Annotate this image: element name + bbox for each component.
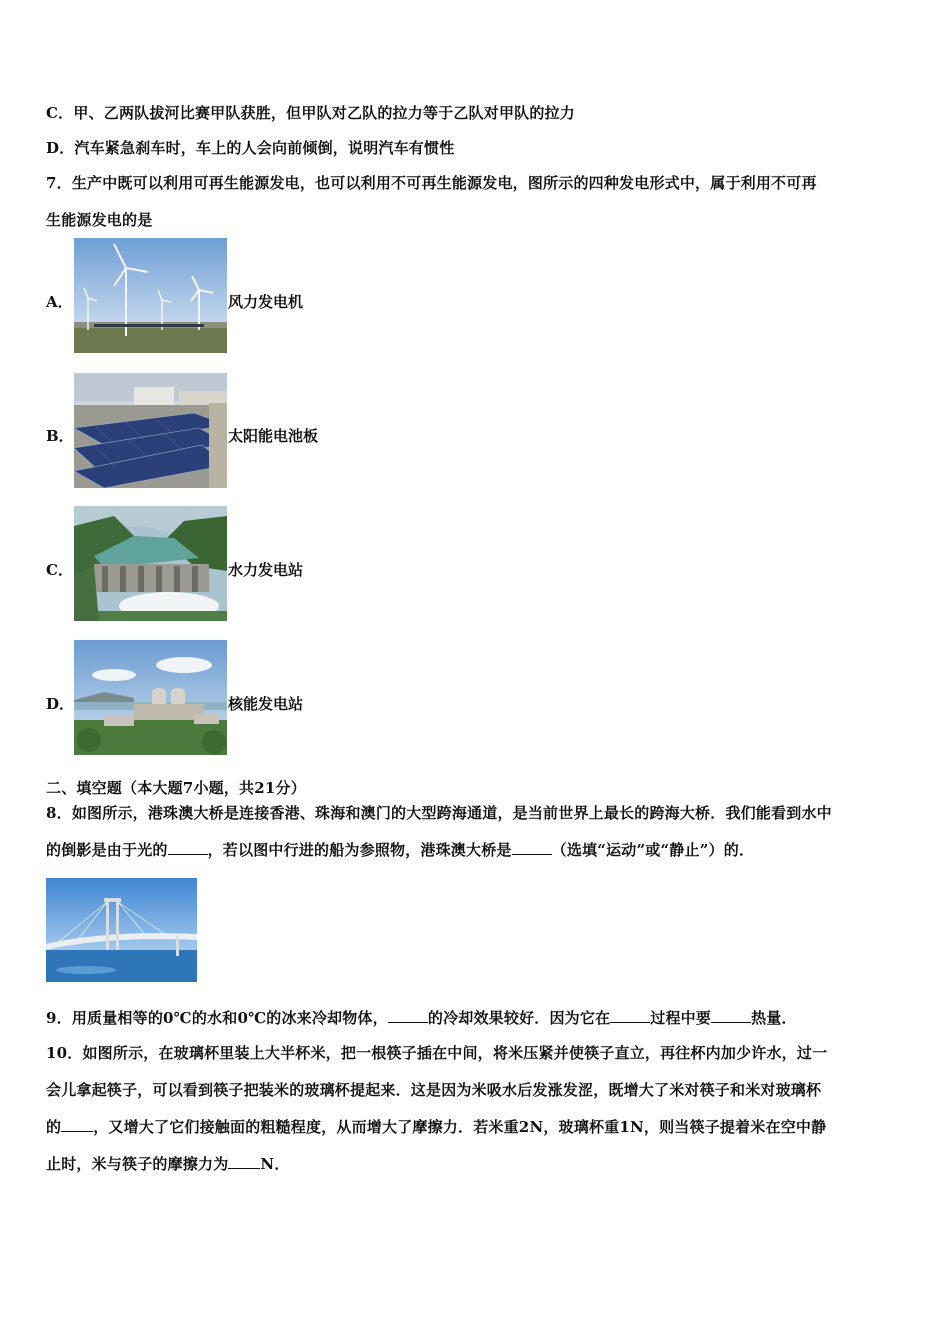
q9-text-b: 的冷却效果较好．因为它在 bbox=[427, 1009, 611, 1027]
q7-stem-line1: 7．生产中既可以利用可再生能源发电，也可以利用不可再生能源发电，图所示的四种发电形式中，属于利用不可再 bbox=[46, 174, 817, 192]
q9-blank-3[interactable] bbox=[711, 1008, 751, 1023]
q7-option-b-label: 太阳能电池板 bbox=[228, 427, 319, 445]
q9-text-c: 过程中要 bbox=[650, 1009, 712, 1027]
q9-blank-1[interactable] bbox=[388, 1008, 428, 1023]
q10-text-b: ，又增大了它们接触面的粗糙程度，从而增大了摩擦力．若米重2N，玻璃杯重1N，则当筷子提着米在空中静 bbox=[93, 1118, 827, 1136]
q9-stem bbox=[46, 1007, 797, 1028]
solar-panel-photo bbox=[74, 373, 227, 488]
bridge-photo bbox=[46, 878, 197, 982]
q7-option-a-letter: A． bbox=[46, 293, 73, 311]
q10-stem-line2: 会儿拿起筷子，可以看到筷子把装米的玻璃杯提起来．这是因为米吸水后发涨发涩，既增大了米对筷子和米对玻璃杯 bbox=[46, 1081, 822, 1099]
q7-option-a-label: 风力发电机 bbox=[228, 293, 304, 311]
q7-option-c-letter: C． bbox=[46, 561, 73, 579]
q10-text-d: N． bbox=[260, 1155, 290, 1173]
q8-stem-line2 bbox=[46, 839, 754, 860]
q8-stem-line1: 8．如图所示，港珠澳大桥是连接香港、珠海和澳门的大型跨海通道，是当前世界上最长的跨海大桥．我们能看到水中 bbox=[46, 804, 832, 822]
q8-text-a: 的倒影是由于光的 bbox=[46, 841, 168, 859]
option-c-prev: C．甲、乙两队拔河比赛甲队获胜，但甲队对乙队的拉力等于乙队对甲队的拉力 bbox=[46, 104, 575, 122]
wind-turbine-photo bbox=[74, 238, 227, 353]
q7-stem-line2: 生能源发电的是 bbox=[46, 211, 153, 229]
q9-text-d: 热量． bbox=[751, 1009, 797, 1027]
q7-option-c-label: 水力发电站 bbox=[228, 561, 304, 579]
q10-text-c: 止时，米与筷子的摩擦力为 bbox=[46, 1155, 229, 1173]
q10-stem-line3 bbox=[46, 1116, 826, 1137]
q8-text-b: ，若以图中行进的船为参照物，港珠澳大桥是 bbox=[207, 841, 512, 859]
option-d-prev: D．汽车紧急刹车时，车上的人会向前倾倒，说明汽车有惯性 bbox=[46, 139, 455, 157]
q10-stem-line4 bbox=[46, 1153, 290, 1174]
q8-blank-2[interactable] bbox=[512, 840, 552, 855]
q10-stem-line1: 10．如图所示，在玻璃杯里装上大半杯米，把一根筷子插在中间，将米压紧并使筷子直立，再往杯内加少许水，过一 bbox=[46, 1044, 828, 1062]
q8-text-c: （选填“运动”或“静止”）的． bbox=[551, 841, 755, 859]
q7-option-d-letter: D． bbox=[46, 695, 75, 713]
q10-blank-1[interactable] bbox=[61, 1117, 93, 1132]
q10-blank-2[interactable] bbox=[228, 1154, 260, 1169]
hydro-dam-photo bbox=[74, 506, 227, 621]
q9-blank-2[interactable] bbox=[610, 1008, 650, 1023]
nuclear-plant-photo bbox=[74, 640, 227, 755]
q7-option-d-label: 核能发电站 bbox=[228, 695, 304, 713]
q8-blank-1[interactable] bbox=[168, 840, 208, 855]
q10-text-a: 的 bbox=[46, 1118, 62, 1136]
section-2-heading: 二、填空题（本大题7小题，共21分） bbox=[46, 779, 306, 797]
q9-text-a: 9．用质量相等的0℃的水和0℃的冰来冷却物体， bbox=[46, 1009, 388, 1027]
q7-option-b-letter: B． bbox=[46, 427, 74, 445]
